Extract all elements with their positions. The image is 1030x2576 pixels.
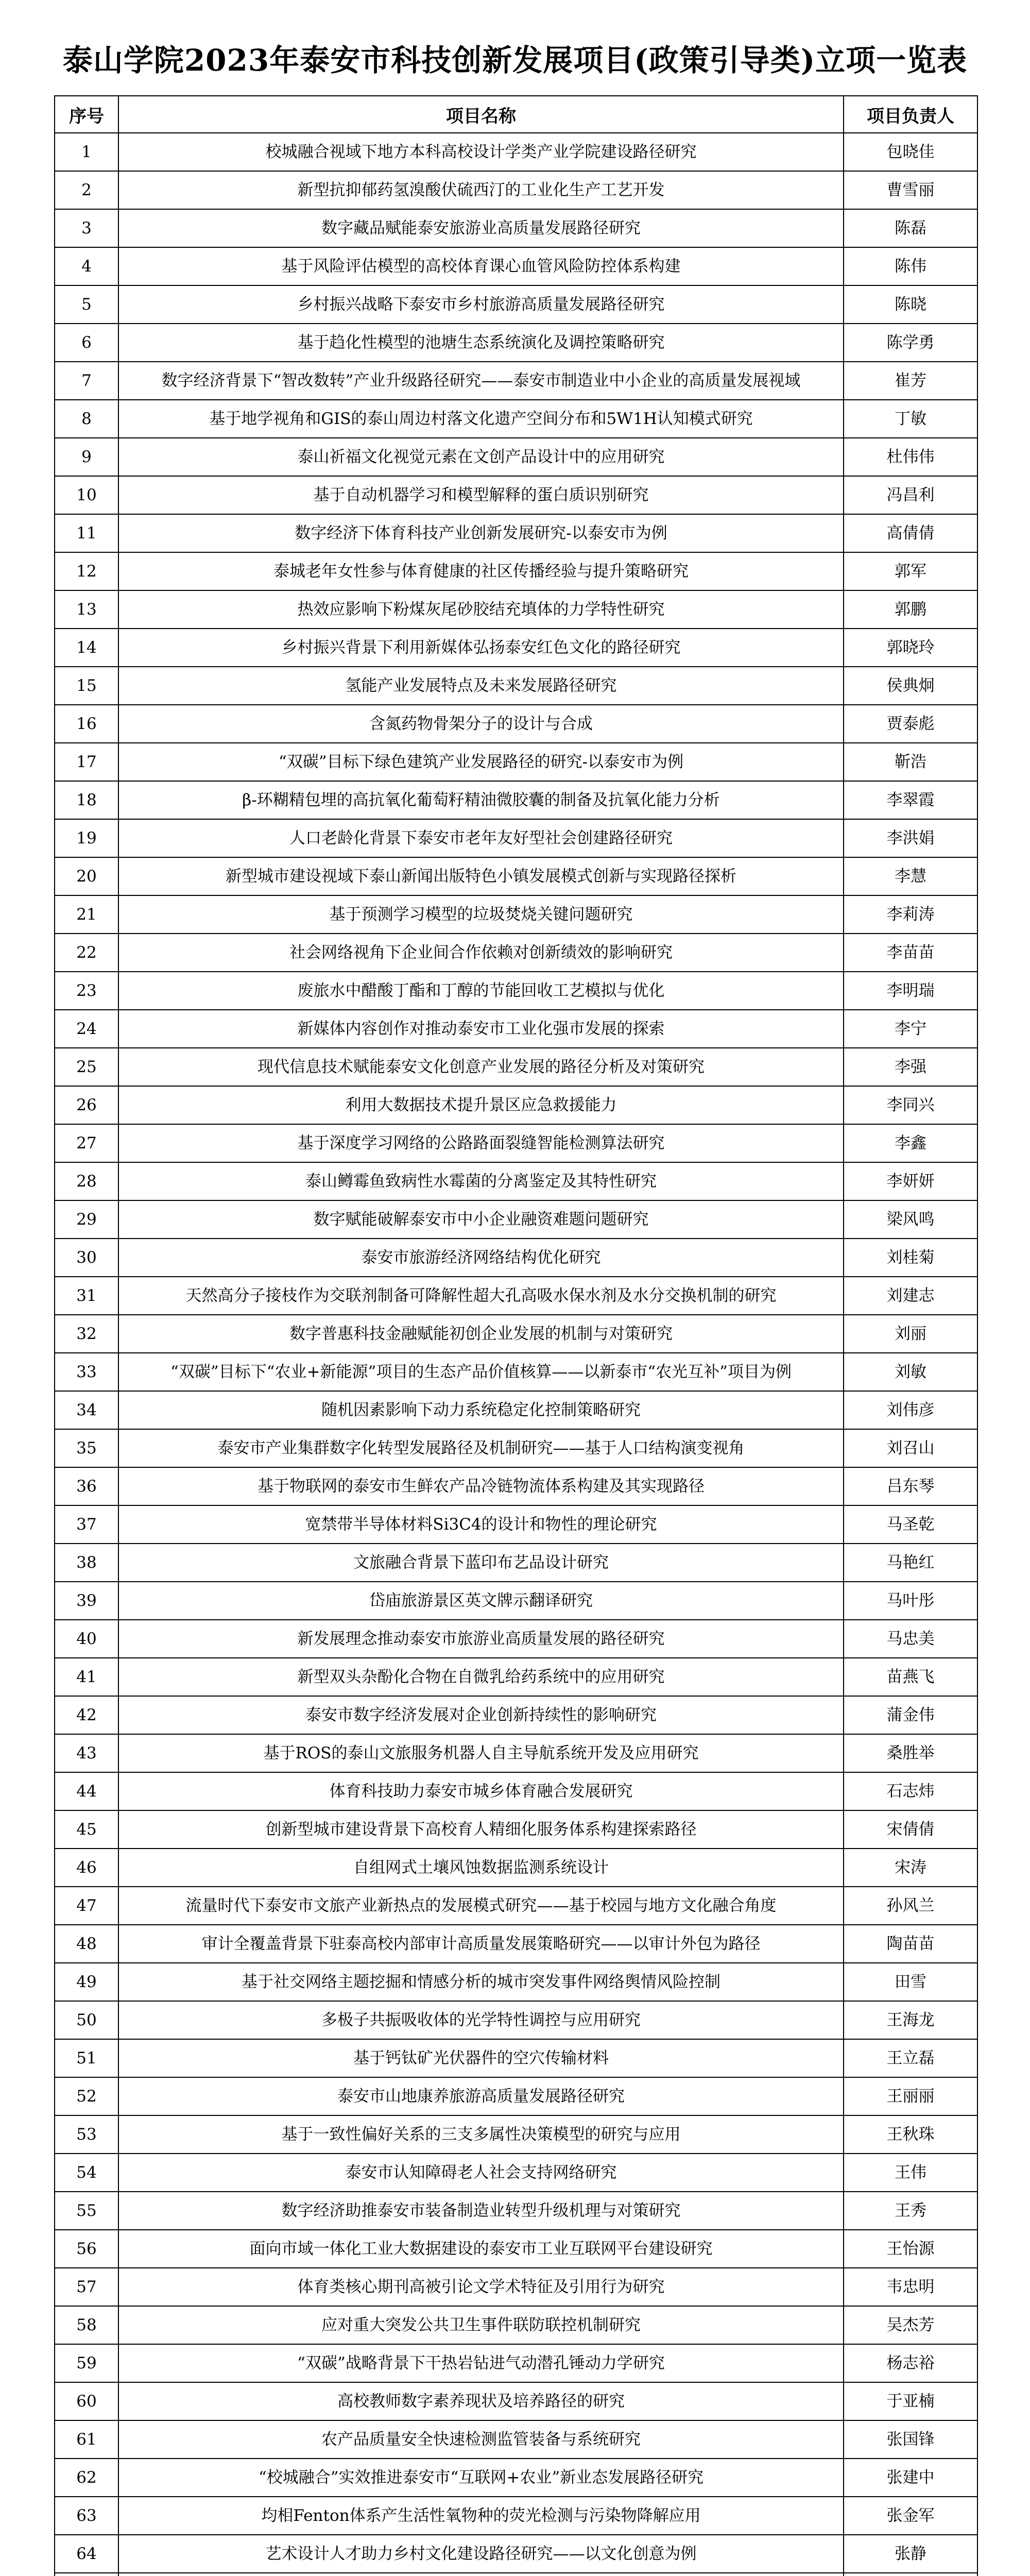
table-row — [55, 857, 977, 895]
table-row — [55, 2535, 977, 2573]
cell-project-name: 利用大数据技术提升景区应急救援能力 — [118, 1086, 844, 1124]
cell-number: 7 — [55, 362, 118, 400]
cell-number: 54 — [55, 2154, 118, 2192]
cell-number: 40 — [55, 1620, 118, 1658]
cell-project-name: 数字经济背景下“智改数转”产业升级路径研究——泰安市制造业中小企业的高质量发展视域 — [118, 362, 844, 400]
table-row — [55, 1810, 977, 1849]
table-row — [55, 2420, 977, 2459]
header-lead: 项目负责人 — [844, 96, 977, 133]
cell-number: 59 — [55, 2344, 118, 2382]
table-row — [55, 514, 977, 552]
cell-project-name: 含氮药物骨架分子的设计与合成 — [118, 705, 844, 743]
cell-number: 3 — [55, 209, 118, 247]
cell-project-name: 基于自动机器学习和模型解释的蛋白质识别研究 — [118, 476, 844, 514]
cell-leader: 马艳红 — [844, 1544, 977, 1582]
table-row — [55, 2154, 977, 2192]
cell-leader: 梁风鸣 — [844, 1200, 977, 1239]
table-row — [55, 590, 977, 629]
cell-leader: 吴杰芳 — [844, 2306, 977, 2344]
cell-leader: 宋涛 — [844, 1849, 977, 1887]
cell-number: 5 — [55, 285, 118, 324]
table-row — [55, 1124, 977, 1162]
cell-leader: 张国锋 — [844, 2420, 977, 2459]
cell-leader: 郭鹏 — [844, 590, 977, 629]
cell-leader: 王秀 — [844, 2192, 977, 2230]
cell-number: 63 — [55, 2497, 118, 2535]
table-row — [55, 2192, 977, 2230]
cell-number: 27 — [55, 1124, 118, 1162]
cell-number: 20 — [55, 857, 118, 895]
cell-number: 25 — [55, 1048, 118, 1086]
cell-number: 2 — [55, 171, 118, 209]
cell-project-name: 泰安市认知障碍老人社会支持网络研究 — [118, 2154, 844, 2192]
cell-number: 26 — [55, 1086, 118, 1124]
cell-leader: 王秋珠 — [844, 2115, 977, 2154]
cell-project-name: 现代信息技术赋能泰安文化创意产业发展的路径分析及对策研究 — [118, 1048, 844, 1086]
table-row — [55, 2230, 977, 2268]
table-row — [55, 1467, 977, 1505]
cell-leader: 贾泰彪 — [844, 705, 977, 743]
cell-leader: 李洪娟 — [844, 819, 977, 857]
table-row — [55, 1200, 977, 1239]
cell-leader: 王海龙 — [844, 2001, 977, 2039]
cell-project-name: 新型双头杂酚化合物在自微乳给药系统中的应用研究 — [118, 1658, 844, 1696]
table-row — [55, 1696, 977, 1734]
cell-number: 44 — [55, 1772, 118, 1810]
cell-project-name: 人口老龄化背景下泰安市老年友好型社会创建路径研究 — [118, 819, 844, 857]
cell-number: 36 — [55, 1467, 118, 1505]
cell-leader: 马叶彤 — [844, 1582, 977, 1620]
cell-leader: 刘丽 — [844, 1315, 977, 1353]
table-row — [55, 1849, 977, 1887]
cell-project-name — [118, 2573, 844, 2576]
cell-number: 58 — [55, 2306, 118, 2344]
cell-leader: 苗燕飞 — [844, 1658, 977, 1696]
cell-leader: 于亚楠 — [844, 2382, 977, 2420]
cell-number: 30 — [55, 1239, 118, 1277]
cell-leader: 刘建志 — [844, 1277, 977, 1315]
table-row — [55, 2306, 977, 2344]
cell-number: 51 — [55, 2039, 118, 2077]
cell-project-name: 乡村振兴战略下泰安市乡村旅游高质量发展路径研究 — [118, 285, 844, 324]
table-row — [55, 1925, 977, 1963]
cell-leader: 宋倩倩 — [844, 1810, 977, 1849]
cell-project-name: 基于深度学习网络的公路路面裂缝智能检测算法研究 — [118, 1124, 844, 1162]
cell-number: 17 — [55, 743, 118, 781]
cell-leader: 田雪 — [844, 1963, 977, 2001]
cell-number: 32 — [55, 1315, 118, 1353]
cell-leader: 陶苗苗 — [844, 1925, 977, 1963]
cell-leader: 李鑫 — [844, 1124, 977, 1162]
cell-leader: 韦忠明 — [844, 2268, 977, 2306]
cell-leader: 侯典炯 — [844, 667, 977, 705]
cell-number: 34 — [55, 1391, 118, 1429]
cell-leader: 孙风兰 — [844, 1887, 977, 1925]
table-row — [55, 324, 977, 362]
table-row — [55, 667, 977, 705]
cell-number: 13 — [55, 590, 118, 629]
cell-project-name: 新型城市建设视域下泰山新闻出版特色小镇发展模式创新与实现路径探析 — [118, 857, 844, 895]
cell-number: 14 — [55, 629, 118, 667]
cell-project-name: 基于趋化性模型的池塘生态系统演化及调控策略研究 — [118, 324, 844, 362]
cell-project-name: 泰山祈福文化视觉元素在文创产品设计中的应用研究 — [118, 438, 844, 476]
cell-number — [55, 2573, 118, 2576]
cell-project-name: 基于ROS的泰山文旅服务机器人自主导航系统开发及应用研究 — [118, 1734, 844, 1772]
table-row — [55, 2268, 977, 2306]
table-row — [55, 1239, 977, 1277]
cell-project-name: 泰城老年女性参与体育健康的社区传播经验与提升策略研究 — [118, 552, 844, 590]
cell-project-name: 自组网式土壤风蚀数据监测系统设计 — [118, 1849, 844, 1887]
cell-project-name: 泰安市旅游经济网络结构优化研究 — [118, 1239, 844, 1277]
cell-project-name: 泰安市数字经济发展对企业创新持续性的影响研究 — [118, 1696, 844, 1734]
table-row — [55, 934, 977, 972]
cell-number: 60 — [55, 2382, 118, 2420]
cell-project-name: 数字藏品赋能泰安旅游业高质量发展路径研究 — [118, 209, 844, 247]
cell-number: 48 — [55, 1925, 118, 1963]
table-row — [55, 629, 977, 667]
cell-number: 9 — [55, 438, 118, 476]
cell-leader: 陈磊 — [844, 209, 977, 247]
cell-number: 43 — [55, 1734, 118, 1772]
table-row — [55, 362, 977, 400]
table-row — [55, 1391, 977, 1429]
table-row — [55, 209, 977, 247]
cell-leader: 石志炜 — [844, 1772, 977, 1810]
table-row — [55, 1277, 977, 1315]
cell-number: 15 — [55, 667, 118, 705]
cell-leader: 张静 — [844, 2535, 977, 2573]
cell-project-name: 基于地学视角和GIS的泰山周边村落文化遗产空间分布和5W1H认知模式研究 — [118, 400, 844, 438]
cell-number: 46 — [55, 1849, 118, 1887]
cell-leader: 马忠美 — [844, 1620, 977, 1658]
cell-number: 53 — [55, 2115, 118, 2154]
table-row — [55, 1887, 977, 1925]
table-row — [55, 2115, 977, 2154]
table-row — [55, 1582, 977, 1620]
cell-number: 49 — [55, 1963, 118, 2001]
cell-project-name: 基于物联网的泰安市生鲜农产品冷链物流体系构建及其实现路径 — [118, 1467, 844, 1505]
cell-number: 33 — [55, 1353, 118, 1391]
table-row — [55, 438, 977, 476]
cell-leader — [844, 2573, 977, 2576]
table-row — [55, 1658, 977, 1696]
table-row — [55, 2497, 977, 2535]
header-no: 序号 — [55, 96, 118, 133]
cell-number: 57 — [55, 2268, 118, 2306]
cell-leader: 李强 — [844, 1048, 977, 1086]
cell-leader: 刘召山 — [844, 1429, 977, 1467]
cell-project-name: 新型抗抑郁药氢溴酸伏硫西汀的工业化生产工艺开发 — [118, 171, 844, 209]
table-row — [55, 2344, 977, 2382]
cell-number: 52 — [55, 2077, 118, 2115]
cell-number: 56 — [55, 2230, 118, 2268]
cell-number: 11 — [55, 514, 118, 552]
cell-leader: 李翠霞 — [844, 781, 977, 819]
cell-leader: 李明瑞 — [844, 972, 977, 1010]
cell-project-name: 艺术设计人才助力乡村文化建设路径研究——以文化创意为例 — [118, 2535, 844, 2573]
cell-project-name: 基于预测学习模型的垃圾焚烧关键问题研究 — [118, 895, 844, 934]
cell-leader: 马圣乾 — [844, 1505, 977, 1544]
cell-number: 22 — [55, 934, 118, 972]
cell-leader: 丁敏 — [844, 400, 977, 438]
cell-number: 55 — [55, 2192, 118, 2230]
table-row — [55, 133, 977, 171]
cell-number: 10 — [55, 476, 118, 514]
cell-leader: 杜伟伟 — [844, 438, 977, 476]
cell-project-name: 数字经济下体育科技产业创新发展研究-以泰安市为例 — [118, 514, 844, 552]
cell-project-name: 天然高分子接枝作为交联剂制备可降解性超大孔高吸水保水剂及水分交换机制的研究 — [118, 1277, 844, 1315]
cell-project-name: 审计全覆盖背景下驻泰高校内部审计高质量发展策略研究——以审计外包为路径 — [118, 1925, 844, 1963]
table-row — [55, 1048, 977, 1086]
cell-number: 24 — [55, 1010, 118, 1048]
cell-leader: 包晓佳 — [844, 133, 977, 171]
cell-number: 18 — [55, 781, 118, 819]
cell-project-name: 泰安市山地康养旅游高质量发展路径研究 — [118, 2077, 844, 2115]
cell-leader: 张建中 — [844, 2459, 977, 2497]
cell-project-name: 废旅水中醋酸丁酯和丁醇的节能回收工艺模拟与优化 — [118, 972, 844, 1010]
table-row — [55, 705, 977, 743]
cell-project-name: 数字普惠科技金融赋能初创企业发展的机制与对策研究 — [118, 1315, 844, 1353]
cell-project-name: 泰安市产业集群数字化转型发展路径及机制研究——基于人口结构演变视角 — [118, 1429, 844, 1467]
cell-number: 50 — [55, 2001, 118, 2039]
table-row — [55, 1010, 977, 1048]
table-row — [55, 743, 977, 781]
cell-leader: 郭晓玲 — [844, 629, 977, 667]
cell-leader: 靳浩 — [844, 743, 977, 781]
cell-project-name: 新媒体内容创作对推动泰安市工业化强市发展的探索 — [118, 1010, 844, 1048]
cell-leader: 桑胜举 — [844, 1734, 977, 1772]
cell-leader: 李莉涛 — [844, 895, 977, 934]
cell-number: 41 — [55, 1658, 118, 1696]
cell-number: 47 — [55, 1887, 118, 1925]
cell-project-name: 面向市域一体化工业大数据建设的泰安市工业互联网平台建设研究 — [118, 2230, 844, 2268]
cell-project-name: 基于风险评估模型的高校体育课心血管风险防控体系构建 — [118, 247, 844, 285]
cell-project-name: 体育科技助力泰安市城乡体育融合发展研究 — [118, 1772, 844, 1810]
cell-project-name: 多极子共振吸收体的光学特性调控与应用研究 — [118, 2001, 844, 2039]
cell-number: 6 — [55, 324, 118, 362]
cell-leader: 李同兴 — [844, 1086, 977, 1124]
header-name: 项目名称 — [118, 96, 844, 133]
cell-project-name: 随机因素影响下动力系统稳定化控制策略研究 — [118, 1391, 844, 1429]
table-row — [55, 2039, 977, 2077]
cell-number: 31 — [55, 1277, 118, 1315]
cell-leader: 曹雪丽 — [844, 171, 977, 209]
cell-project-name: 氢能产业发展特点及未来发展路径研究 — [118, 667, 844, 705]
cell-number: 28 — [55, 1162, 118, 1200]
cell-project-name: 基于社交网络主题挖掘和情感分析的城市突发事件网络舆情风险控制 — [118, 1963, 844, 2001]
table-row — [55, 2001, 977, 2039]
cell-leader: 王立磊 — [844, 2039, 977, 2077]
cell-number: 42 — [55, 1696, 118, 1734]
cell-number: 64 — [55, 2535, 118, 2573]
table-row — [55, 247, 977, 285]
cell-leader: 李妍妍 — [844, 1162, 977, 1200]
table-row — [55, 171, 977, 209]
cell-leader: 刘敏 — [844, 1353, 977, 1391]
table-row — [55, 972, 977, 1010]
table-row — [55, 2459, 977, 2497]
table-row — [55, 2077, 977, 2115]
cell-project-name: 流量时代下泰安市文旅产业新热点的发展模式研究——基于校园与地方文化融合角度 — [118, 1887, 844, 1925]
cell-leader: 刘桂菊 — [844, 1239, 977, 1277]
cell-leader: 杨志裕 — [844, 2344, 977, 2382]
table-row — [55, 895, 977, 934]
table-row — [55, 1315, 977, 1353]
cell-number: 16 — [55, 705, 118, 743]
table-body — [55, 133, 977, 2576]
page-title: 泰山学院2023年泰安市科技创新发展项目(政策引导类)立项一览表 — [62, 43, 968, 78]
project-table — [54, 95, 978, 2576]
cell-project-name: 校城融合视域下地方本科高校设计学类产业学院建设路径研究 — [118, 133, 844, 171]
cell-number: 35 — [55, 1429, 118, 1467]
table-row — [55, 2382, 977, 2420]
cell-project-name: 创新型城市建设背景下高校育人精细化服务体系构建探索路径 — [118, 1810, 844, 1849]
cell-project-name: 高校教师数字素养现状及培养路径的研究 — [118, 2382, 844, 2420]
cell-leader: 高倩倩 — [844, 514, 977, 552]
cell-number: 45 — [55, 1810, 118, 1849]
cell-project-name: 基于钙钛矿光伏器件的空穴传输材料 — [118, 2039, 844, 2077]
cell-leader: 吕东琴 — [844, 1467, 977, 1505]
table-row — [55, 819, 977, 857]
cell-number: 8 — [55, 400, 118, 438]
cell-project-name: 体育类核心期刊高被引论文学术特征及引用行为研究 — [118, 2268, 844, 2306]
cell-number: 61 — [55, 2420, 118, 2459]
table-row — [55, 2573, 977, 2576]
cell-project-name: β-环糊精包埋的高抗氧化葡萄籽精油微胶囊的制备及抗氧化能力分析 — [118, 781, 844, 819]
cell-leader: 张金军 — [844, 2497, 977, 2535]
cell-leader: 陈伟 — [844, 247, 977, 285]
table-row — [55, 1963, 977, 2001]
table-row — [55, 476, 977, 514]
cell-number: 12 — [55, 552, 118, 590]
cell-leader: 王伟 — [844, 2154, 977, 2192]
cell-number: 39 — [55, 1582, 118, 1620]
cell-number: 38 — [55, 1544, 118, 1582]
cell-project-name: 热效应影响下粉煤灰尾砂胶结充填体的力学特性研究 — [118, 590, 844, 629]
cell-project-name: 新发展理念推动泰安市旅游业高质量发展的路径研究 — [118, 1620, 844, 1658]
cell-project-name: 均相Fenton体系产生活性氧物种的荧光检测与污染物降解应用 — [118, 2497, 844, 2535]
cell-project-name: 社会网络视角下企业间合作依赖对创新绩效的影响研究 — [118, 934, 844, 972]
table-row — [55, 285, 977, 324]
cell-project-name: “双碳”目标下“农业+新能源”项目的生态产品价值核算——以新泰市“农光互补”项目为例 — [118, 1353, 844, 1391]
cell-project-name: 宽禁带半导体材料Si3C4的设计和物性的理论研究 — [118, 1505, 844, 1544]
cell-number: 37 — [55, 1505, 118, 1544]
table-row — [55, 1429, 977, 1467]
cell-number: 4 — [55, 247, 118, 285]
cell-project-name: 泰山鳟霉鱼致病性水霉菌的分离鉴定及其特性研究 — [118, 1162, 844, 1200]
cell-number: 1 — [55, 133, 118, 171]
cell-leader: 郭军 — [844, 552, 977, 590]
cell-number: 62 — [55, 2459, 118, 2497]
cell-project-name: “双碳”目标下绿色建筑产业发展路径的研究-以泰安市为例 — [118, 743, 844, 781]
table-row — [55, 1353, 977, 1391]
table-row — [55, 1734, 977, 1772]
table-row — [55, 781, 977, 819]
cell-project-name: 乡村振兴背景下利用新媒体弘扬泰安红色文化的路径研究 — [118, 629, 844, 667]
cell-project-name: “双碳”战略背景下干热岩钻进气动潜孔锤动力学研究 — [118, 2344, 844, 2382]
cell-project-name: 数字经济助推泰安市装备制造业转型升级机理与对策研究 — [118, 2192, 844, 2230]
table-row — [55, 1544, 977, 1582]
table-row — [55, 1086, 977, 1124]
cell-leader: 陈晓 — [844, 285, 977, 324]
cell-project-name: 数字赋能破解泰安市中小企业融资难题问题研究 — [118, 1200, 844, 1239]
cell-leader: 李慧 — [844, 857, 977, 895]
table-row — [55, 1162, 977, 1200]
table-row — [55, 1772, 977, 1810]
cell-leader: 李苗苗 — [844, 934, 977, 972]
cell-number: 19 — [55, 819, 118, 857]
cell-number: 29 — [55, 1200, 118, 1239]
cell-number: 23 — [55, 972, 118, 1010]
table-row — [55, 1620, 977, 1658]
cell-leader: 刘伟彦 — [844, 1391, 977, 1429]
table-header-row — [55, 96, 977, 133]
cell-leader: 蒲金伟 — [844, 1696, 977, 1734]
table-row — [55, 1505, 977, 1544]
table-row — [55, 400, 977, 438]
cell-number: 21 — [55, 895, 118, 934]
cell-project-name: 基于一致性偏好关系的三支多属性决策模型的研究与应用 — [118, 2115, 844, 2154]
cell-leader: 王丽丽 — [844, 2077, 977, 2115]
cell-leader: 陈学勇 — [844, 324, 977, 362]
cell-project-name: 农产品质量安全快速检测监管装备与系统研究 — [118, 2420, 844, 2459]
cell-project-name: “校城融合”实效推进泰安市“互联网+农业”新业态发展路径研究 — [118, 2459, 844, 2497]
cell-project-name: 文旅融合背景下蓝印布艺品设计研究 — [118, 1544, 844, 1582]
cell-leader: 李宁 — [844, 1010, 977, 1048]
cell-leader: 崔芳 — [844, 362, 977, 400]
table-row — [55, 552, 977, 590]
cell-project-name: 岱庙旅游景区英文牌示翻译研究 — [118, 1582, 844, 1620]
cell-project-name: 应对重大突发公共卫生事件联防联控机制研究 — [118, 2306, 844, 2344]
cell-leader: 王怡源 — [844, 2230, 977, 2268]
cell-leader: 冯昌利 — [844, 476, 977, 514]
